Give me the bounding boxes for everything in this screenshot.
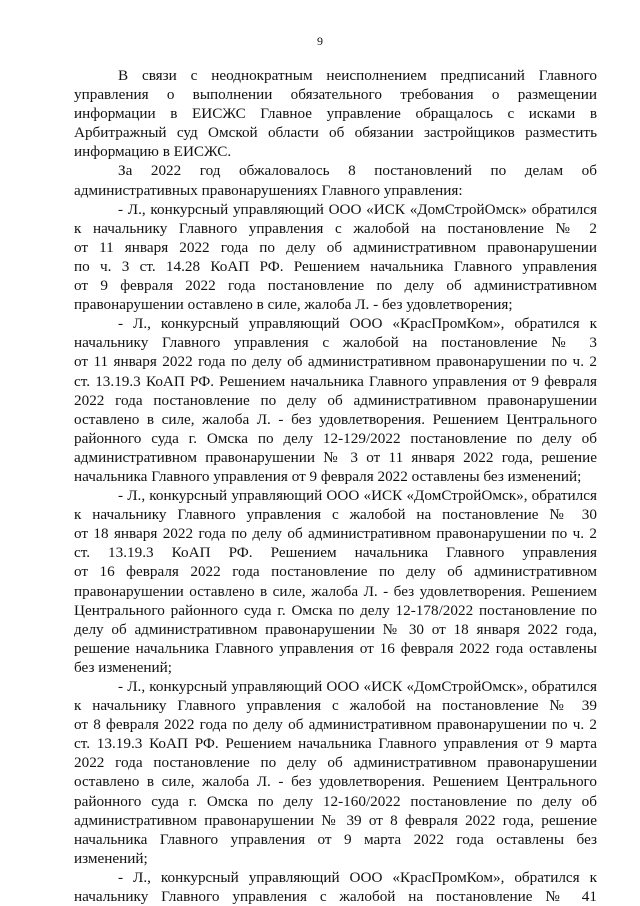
text-line: начальнику Главного управления с жалобой на постановление № 3 bbox=[74, 334, 597, 352]
text-line: В связи с неоднократным неисполнением предписаний Главного bbox=[118, 67, 597, 84]
text-line: - Л., конкурсный управляющий ООО «ИСК «ДомСтройОмск», обратился bbox=[118, 487, 597, 505]
text-line: информации в ЕИСЖС Главное управление обращалось с исками в bbox=[74, 105, 597, 123]
text-line: административном правонарушении № 3 от 11 января 2022 года, решение bbox=[74, 448, 597, 466]
text-line: ст. 13.19.3 КоАП РФ. Решением начальника Главного управления bbox=[74, 544, 597, 562]
text-line: оставлено в силе, жалоба Л. - без удовлетворения. Решением Центрального bbox=[74, 410, 597, 428]
text-line: Центрального районного суда г. Омска по делу 12-178/2022 постановление по bbox=[74, 601, 597, 619]
page-number: 9 bbox=[317, 34, 323, 48]
text-line: ст. 13.19.3 КоАП РФ. Решением начальника Главного управления от 9 февраля bbox=[74, 372, 597, 390]
text-line: правонарушении оставлено в силе, жалоба Л. - без удовлетворения; bbox=[74, 296, 513, 314]
text-line: от 8 февраля 2022 года по делу об административном правонарушении по ч. 2 bbox=[74, 716, 597, 734]
text-line: от 18 января 2022 года по делу об административном правонарушении по ч. 2 bbox=[74, 525, 597, 543]
text-line: начальнику Главного управления с жалобой на постановление № 41 bbox=[74, 888, 597, 906]
text-line: информацию в ЕИСЖС. bbox=[74, 143, 232, 161]
document-body bbox=[74, 66, 597, 906]
text-line: административных правонарушениях Главного управления: bbox=[74, 181, 463, 199]
text-line: - Л., конкурсный управляющий ООО «ИСК «ДомСтройОмск», обратился bbox=[118, 678, 597, 695]
text-line: делу об административном правонарушении № 30 от 18 января 2022 года, bbox=[74, 620, 597, 638]
text-line: правонарушении оставлено в силе, жалоба Л. - без удовлетворения. Решением bbox=[74, 582, 597, 600]
text-line: начальника Главного управления от 9 февраля 2022 оставлены без изменений; bbox=[74, 467, 582, 485]
text-line: к начальнику Главного управления с жалобой на постановление № 30 bbox=[74, 506, 597, 524]
text-line: районного суда г. Омска по делу 12-160/2022 постановление по делу об bbox=[74, 792, 597, 810]
text-line: управления о выполнении обязательного требования о размещении bbox=[74, 86, 597, 104]
text-line: - Л., конкурсный управляющий ООО «КрасПромКом», обратился к bbox=[118, 868, 597, 886]
text-line: 2022 года постановление по делу об административном правонарушении bbox=[74, 754, 597, 772]
text-line: - Л., конкурсный управляющий ООО «КрасПромКом», обратился к bbox=[118, 315, 597, 333]
text-line: от 11 января 2022 года по делу об административном правонарушении по ч. 2 bbox=[74, 353, 597, 371]
text-line: 2022 года постановление по делу об административном правонарушении bbox=[74, 391, 597, 409]
text-line: административном правонарушении № 39 от 8 февраля 2022 года, решение bbox=[74, 811, 597, 829]
text-line: по ч. 3 ст. 14.28 КоАП РФ. Решением начальника Главного управления bbox=[74, 257, 597, 275]
text-line: - Л., конкурсный управляющий ООО «ИСК «ДомСтройОмск» обратился bbox=[118, 200, 597, 218]
text-line: изменений; bbox=[74, 849, 148, 867]
text-line: Арбитражный суд Омской области об обязании застройщиков разместить bbox=[74, 124, 597, 142]
text-line: без изменений; bbox=[74, 658, 172, 676]
text-line: начальника Главного управления от 9 марта 2022 года оставлены без bbox=[74, 830, 597, 848]
text-line: ст. 13.19.3 КоАП РФ. Решением начальника Главного управления от 9 марта bbox=[74, 735, 597, 753]
text-line: За 2022 год обжаловалось 8 постановлений по делам об bbox=[118, 162, 597, 180]
text-line: решение начальника Главного управления от 16 февраля 2022 года оставлены bbox=[74, 639, 597, 657]
text-line: к начальнику Главного управления с жалобой на постановление № 2 bbox=[74, 219, 597, 237]
text-line: районного суда г. Омска по делу 12-129/2022 постановление по делу об bbox=[74, 429, 597, 447]
text-line: от 16 февраля 2022 года постановление по делу об административном bbox=[74, 563, 597, 581]
text-line: оставлено в силе, жалоба Л. - без удовлетворения. Решением Центрального bbox=[74, 773, 597, 791]
text-line: к начальнику Главного управления с жалобой на постановление № 39 bbox=[74, 697, 597, 715]
text-line: от 9 февраля 2022 года постановление по делу об административном bbox=[74, 277, 597, 295]
text-line: от 11 января 2022 года по делу об административном правонарушении bbox=[74, 238, 597, 256]
